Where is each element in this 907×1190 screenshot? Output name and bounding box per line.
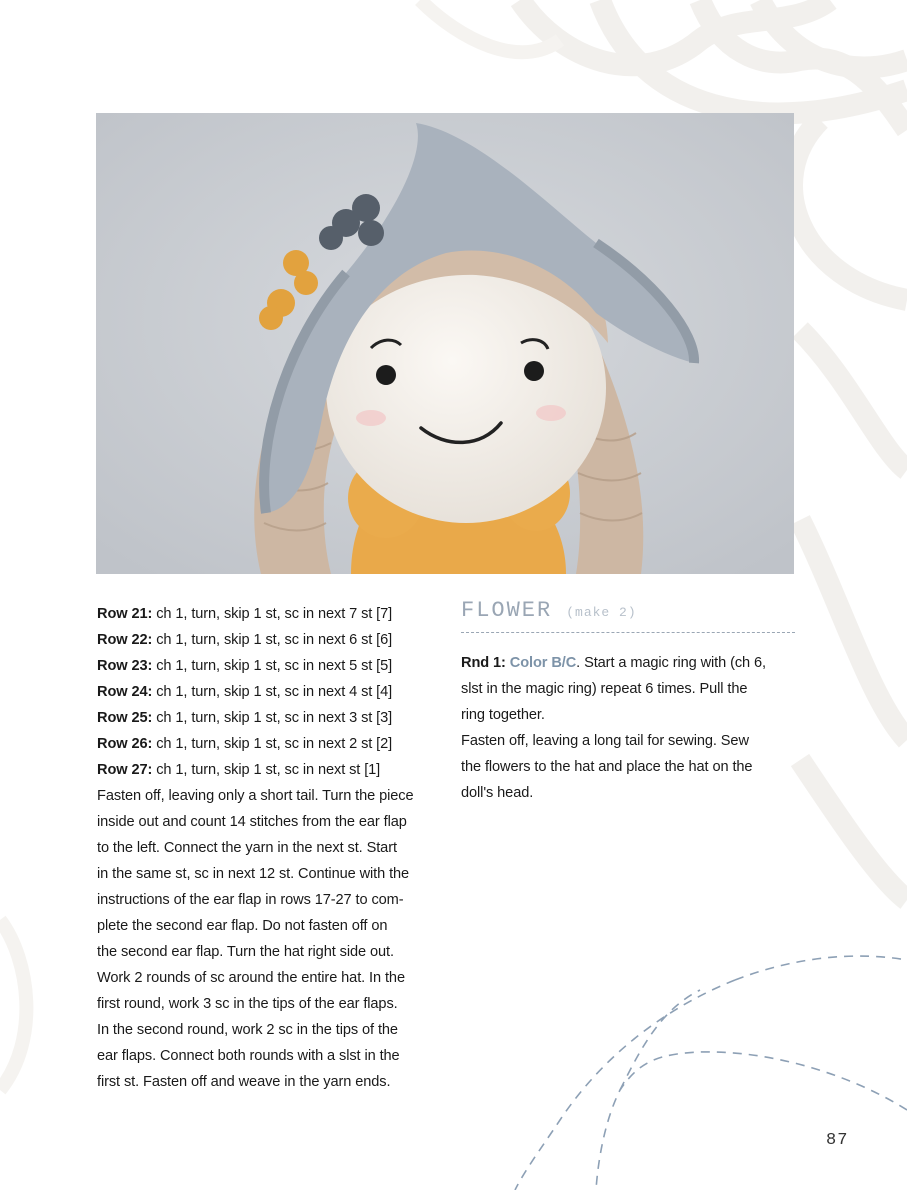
row-26: Row 26: ch 1, turn, skip 1 st, sc in next 2 st [2] bbox=[97, 736, 393, 752]
page-number: 87 bbox=[826, 1131, 849, 1150]
row-27: Row 27: ch 1, turn, skip 1 st, sc in next st [1] bbox=[97, 762, 381, 778]
flower-instructions bbox=[461, 650, 795, 806]
paragraph-line: first st. Fasten off and weave in the yarn ends. bbox=[97, 1074, 391, 1090]
paragraph-line: first round, work 3 sc in the tips of the ear flaps. bbox=[97, 996, 398, 1012]
amigurumi-doll-photo-icon bbox=[96, 113, 794, 574]
paragraph-line: in the same st, sc in next 12 st. Continue with the bbox=[97, 866, 410, 882]
row-23: Row 23: ch 1, turn, skip 1 st, sc in next 5 st [5] bbox=[97, 658, 393, 674]
rnd-line: slst in the magic ring) repeat 6 times. Pull the bbox=[461, 681, 748, 697]
color-reference: Color B/C bbox=[509, 655, 577, 671]
section-heading bbox=[461, 598, 795, 633]
paragraph-line: to the left. Connect the yarn in the next st. Start bbox=[97, 840, 397, 856]
section-title: FLOWER bbox=[461, 598, 553, 623]
row-21: Row 21: ch 1, turn, skip 1 st, sc in next 7 st [7] bbox=[97, 606, 393, 622]
row-22: Row 22: ch 1, turn, skip 1 st, sc in next 6 st [6] bbox=[97, 632, 393, 648]
rnd-line: ring together. bbox=[461, 707, 545, 723]
dashed-arc-decoration bbox=[515, 956, 907, 1190]
paragraph-line: ear flaps. Connect both rounds with a slst in the bbox=[97, 1048, 400, 1064]
paragraph-line: the second ear flap. Turn the hat right side out. bbox=[97, 944, 394, 960]
paragraph-line: Work 2 rounds of sc around the entire hat. In the bbox=[97, 970, 405, 986]
paragraph-line: plete the second ear flap. Do not fasten off on bbox=[97, 918, 388, 934]
finish-line: Fasten off, leaving a long tail for sewing. Sew bbox=[461, 733, 749, 749]
finish-line: doll's head. bbox=[461, 785, 534, 801]
flower-section bbox=[461, 598, 795, 806]
hat-instructions-column bbox=[97, 601, 442, 1095]
doll-photo bbox=[96, 113, 794, 574]
paragraph-line: Fasten off, leaving only a short tail. Turn the piece bbox=[97, 788, 414, 804]
paragraph-line: In the second round, work 2 sc in the tips of the bbox=[97, 1022, 398, 1038]
paragraph-line: instructions of the ear flap in rows 17-27 to com- bbox=[97, 892, 404, 908]
section-subtitle: (make 2) bbox=[566, 605, 637, 620]
row-25: Row 25: ch 1, turn, skip 1 st, sc in next 3 st [3] bbox=[97, 710, 393, 726]
rnd-1-line: Rnd 1: Color B/C. Start a magic ring with (ch 6, bbox=[461, 655, 767, 671]
row-24: Row 24: ch 1, turn, skip 1 st, sc in next 4 st [4] bbox=[97, 684, 393, 700]
finish-line: the flowers to the hat and place the hat on the bbox=[461, 759, 753, 775]
paragraph-line: inside out and count 14 stitches from the ear flap bbox=[97, 814, 407, 830]
